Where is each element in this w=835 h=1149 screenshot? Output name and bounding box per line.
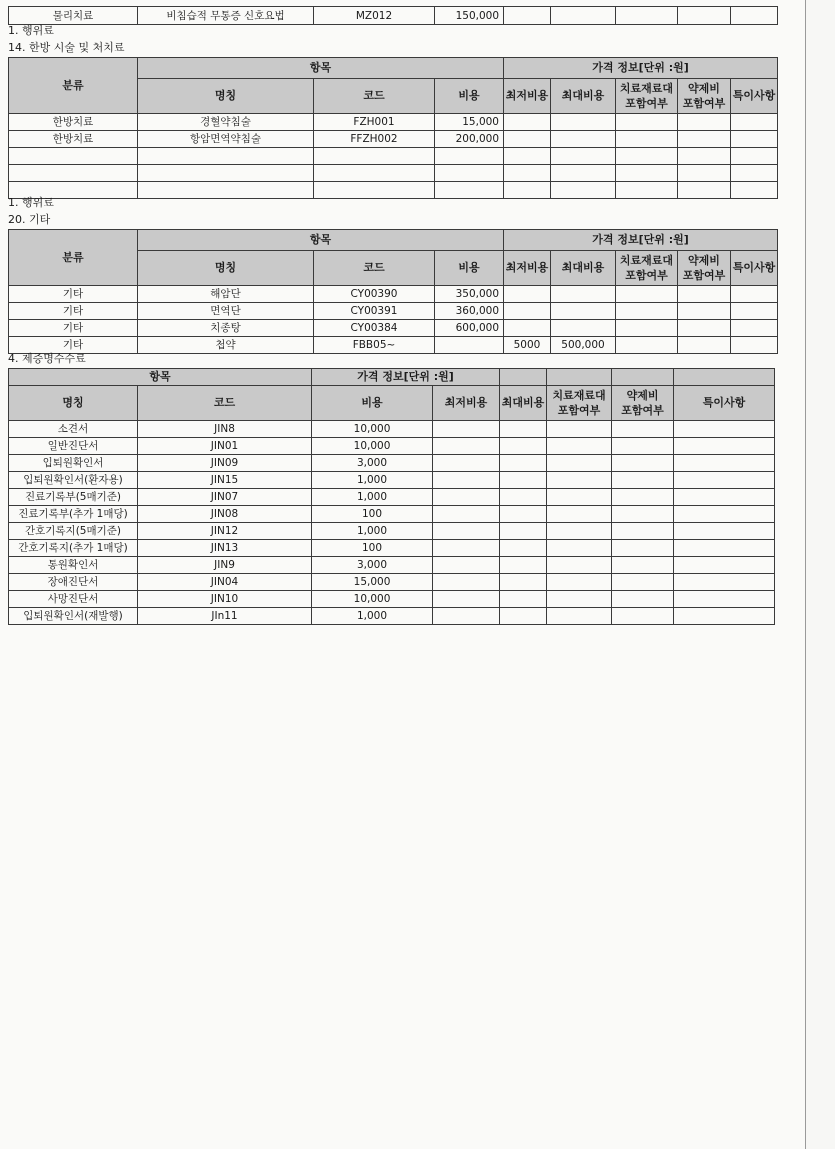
name-cell: 간호기록지(5매기준) [9, 523, 138, 540]
cost-cell: 1,000 [312, 472, 433, 489]
header-name: 명칭 [138, 79, 314, 114]
name-cell: 입퇴원확인서(재발행) [9, 608, 138, 625]
cost-cell: 10,000 [312, 438, 433, 455]
code-cell: JIN10 [138, 591, 312, 608]
table-row: 한방치료 경혈약침술 FZH001 15,000 [9, 114, 778, 131]
name-cell: 진료기록부(5매기준) [9, 489, 138, 506]
section-title: 20. 기타 [8, 213, 51, 226]
header-max-cost: 최대비용 [551, 79, 616, 114]
header-code: 코드 [314, 251, 435, 286]
table-row [9, 540, 775, 557]
code-cell: JIN9 [138, 557, 312, 574]
header-material: 치료재료대 포함여부 [547, 386, 612, 421]
code-cell: JIN07 [138, 489, 312, 506]
cost-cell: 3,000 [312, 455, 433, 472]
note-label: 1. 행위료 [8, 196, 54, 209]
cost-cell: 3,000 [312, 557, 433, 574]
note-label: 1. 행위료 [8, 24, 54, 37]
cost-cell: 1,000 [312, 523, 433, 540]
header-max-cost: 최대비용 [551, 251, 616, 286]
table-row [9, 557, 775, 574]
header-cost: 비용 [435, 79, 504, 114]
header-drug: 약제비 포함여부 [678, 251, 731, 286]
header-notes: 특이사항 [674, 386, 775, 421]
table-row: 기타 해암단 CY00390 350,000 [9, 286, 778, 303]
table-row [9, 472, 775, 489]
header-name: 명칭 [9, 386, 138, 421]
name-cell: 장애진단서 [9, 574, 138, 591]
name-cell: 입퇴원확인서 [9, 455, 138, 472]
header-code: 코드 [138, 386, 312, 421]
section-title: 4. 제증명수수료 [8, 352, 86, 365]
code-cell: JIN8 [138, 421, 312, 438]
name-cell: 통원확인서 [9, 557, 138, 574]
code-cell: JIN15 [138, 472, 312, 489]
name-cell: 소견서 [9, 421, 138, 438]
code-cell: JIN01 [138, 438, 312, 455]
table-section-14 [8, 57, 778, 199]
header-code: 코드 [314, 79, 435, 114]
header-category: 분류 [9, 230, 138, 286]
header-material: 치료재료대 포함여부 [616, 79, 678, 114]
code-cell: JIn11 [138, 608, 312, 625]
name-cell: 사망진단서 [9, 591, 138, 608]
cost-cell: 150,000 [435, 7, 504, 25]
table-row [9, 438, 775, 455]
header-max-cost: 최대비용 [500, 386, 547, 421]
header-cost: 비용 [435, 251, 504, 286]
name-cell: 일반진단서 [9, 438, 138, 455]
header-item: 항목 [138, 58, 504, 79]
cost-cell: 100 [312, 540, 433, 557]
header-name: 명칭 [138, 251, 314, 286]
code-cell: JIN12 [138, 523, 312, 540]
cost-cell: 100 [312, 506, 433, 523]
header-price-info: 가격 정보[단위 :원] [504, 58, 778, 79]
header-min-cost: 최저비용 [504, 251, 551, 286]
table-row [9, 455, 775, 472]
code-cell: MZ012 [314, 7, 435, 25]
table-body [9, 421, 775, 625]
cost-cell: 1,000 [312, 608, 433, 625]
cost-cell: 15,000 [312, 574, 433, 591]
table-row [9, 148, 778, 165]
header-material: 치료재료대 포함여부 [616, 251, 678, 286]
name-cell: 진료기록부(추가 1매당) [9, 506, 138, 523]
table-row [9, 7, 778, 25]
table-row [9, 489, 775, 506]
table-row: 기타 면역단 CY00391 360,000 [9, 303, 778, 320]
cost-cell: 1,000 [312, 489, 433, 506]
table-row [9, 506, 775, 523]
header-min-cost: 최저비용 [433, 386, 500, 421]
table-section-4 [8, 368, 775, 625]
header-item: 항목 [138, 230, 504, 251]
table-row: 한방치료 항암면역약침술 FFZH002 200,000 [9, 131, 778, 148]
header-category: 분류 [9, 58, 138, 114]
section-title: 14. 한방 시술 및 처치료 [8, 41, 125, 54]
name-cell: 간호기록지(추가 1매당) [9, 540, 138, 557]
table-section-20 [8, 229, 778, 354]
header-cost: 비용 [312, 386, 433, 421]
cost-cell: 10,000 [312, 591, 433, 608]
table-row [9, 523, 775, 540]
header-price-info: 가격 정보[단위 :원] [504, 230, 778, 251]
top-partial-table [8, 6, 778, 25]
header-price-info: 가격 정보[단위 :원] [312, 369, 500, 386]
code-cell: JIN08 [138, 506, 312, 523]
name-cell: 입퇴원확인서(환자용) [9, 472, 138, 489]
header-drug: 약제비 포함여부 [678, 79, 731, 114]
table-row: 기타 첩약 FBB05~ 5000 500,000 [9, 337, 778, 354]
header-notes: 특이사항 [731, 251, 778, 286]
cost-cell: 10,000 [312, 421, 433, 438]
table-row [9, 574, 775, 591]
code-cell: JIN09 [138, 455, 312, 472]
category-cell: 물리치료 [9, 7, 138, 25]
code-cell: JIN13 [138, 540, 312, 557]
table-row [9, 165, 778, 182]
table-row [9, 421, 775, 438]
header-min-cost: 최저비용 [504, 79, 551, 114]
table-row: 기타 치종탕 CY00384 600,000 [9, 320, 778, 337]
name-cell: 비침습적 무통증 신호요법 [138, 7, 314, 25]
code-cell: JIN04 [138, 574, 312, 591]
table-row [9, 591, 775, 608]
table-row [9, 608, 775, 625]
header-notes: 특이사항 [731, 79, 778, 114]
table-row [9, 182, 778, 199]
header-item: 항목 [9, 369, 312, 386]
header-drug: 약제비 포함여부 [612, 386, 674, 421]
